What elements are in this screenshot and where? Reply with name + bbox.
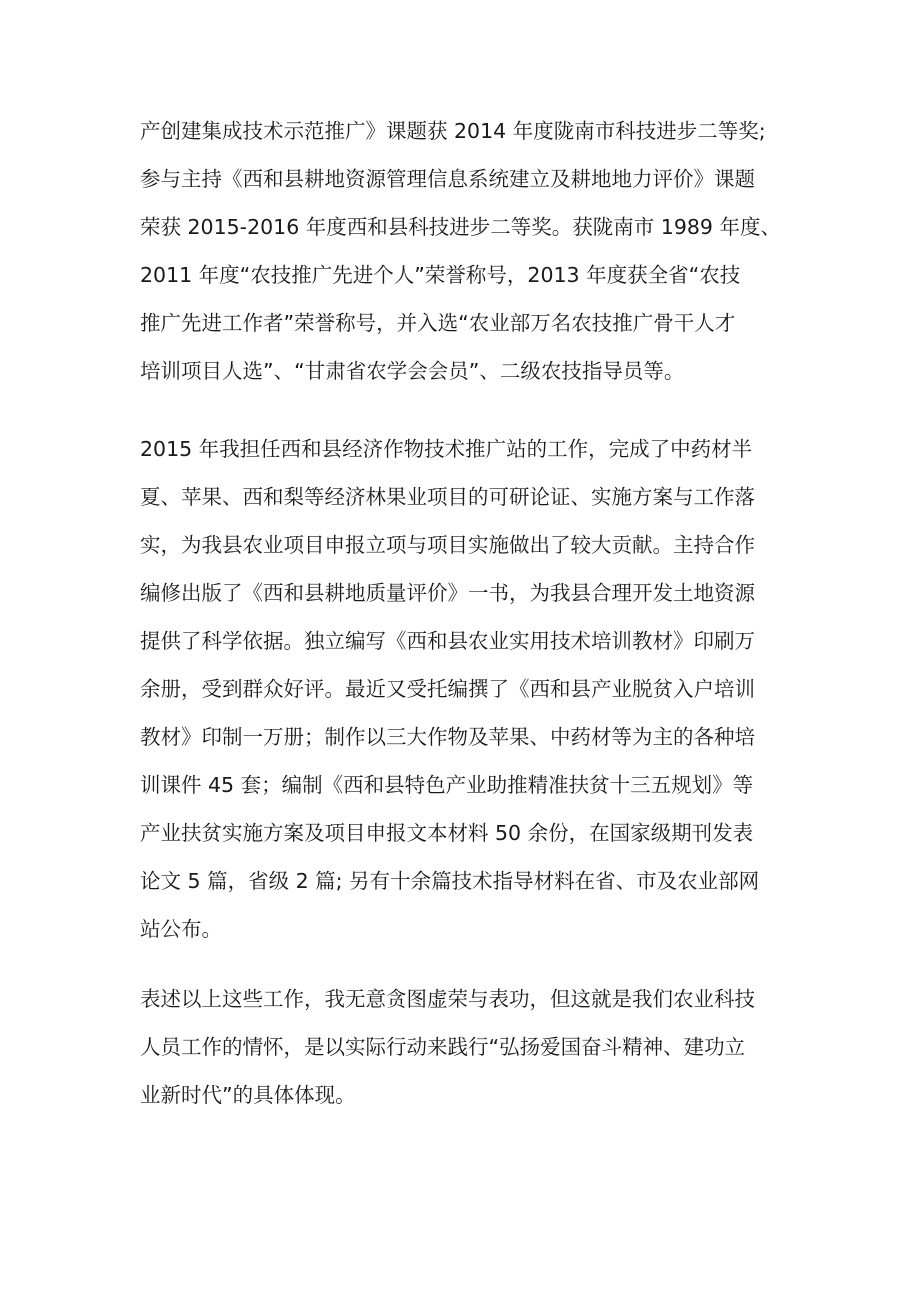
text-line: 实，为我县农业项目申报立项与项目实施做出了较大贡献。主持合作 <box>140 533 755 557</box>
text-line: 人员工作的情怀，是以实际行动来践行“弘扬爱国奋斗精神、建功立 <box>140 1035 746 1059</box>
text-line: 训课件 45 套；编制《西和县特色产业助推精准扶贫十三五规划》等 <box>140 773 754 797</box>
text-line: 产业扶贫实施方案及项目申报文本材料 50 余份，在国家级期刊发表 <box>140 821 754 845</box>
text-line: 推广先进工作者”荣誉称号，并入选“农业部万名农技推广骨干人才 <box>140 311 736 335</box>
paragraph-awards <box>140 107 780 395</box>
paragraph-conclusion <box>140 975 780 1119</box>
text-line: 编修出版了《西和县耕地质量评价》一书，为我县合理开发土地资源 <box>140 581 755 605</box>
text-line: 论文 5 篇，省级 2 篇; 另有十余篇技术指导材料在省、市及农业部网 <box>140 869 760 893</box>
text-line: 产创建集成技术示范推广》课题获 2014 年度陇南市科技进步二等奖; <box>140 119 766 143</box>
text-line: 站公布。 <box>140 917 222 941</box>
text-line: 业新时代”的具体体现。 <box>140 1083 356 1107</box>
text-line: 教材》印制一万册；制作以三大作物及苹果、中药材等为主的各种培 <box>140 725 755 749</box>
text-line: 表述以上这些工作，我无意贪图虚荣与表功，但这就是我们农业科技 <box>140 987 755 1011</box>
text-line: 提供了科学依据。独立编写《西和县农业实用技术培训教材》印刷万 <box>140 629 755 653</box>
paragraph-work-2015 <box>140 425 780 953</box>
text-line: 2011 年度“农技推广先进个人”荣誉称号，2013 年度获全省“农技 <box>140 263 741 287</box>
text-line: 培训项目人选”、“甘肃省农学会会员”、二级农技指导员等。 <box>140 359 685 383</box>
text-line: 2015 年我担任西和县经济作物技术推广站的工作，完成了中药材半 <box>140 437 753 461</box>
text-line: 余册，受到群众好评。最近又受托编撰了《西和县产业脱贫入户培训 <box>140 677 755 701</box>
text-line: 夏、苹果、西和梨等经济林果业项目的可研论证、实施方案与工作落 <box>140 485 755 509</box>
text-line: 参与主持《西和县耕地资源管理信息系统建立及耕地地力评价》课题 <box>140 167 755 191</box>
text-line: 荣获 2015-2016 年度西和县科技进步二等奖。获陇南市 1989 年度、 <box>140 215 781 239</box>
